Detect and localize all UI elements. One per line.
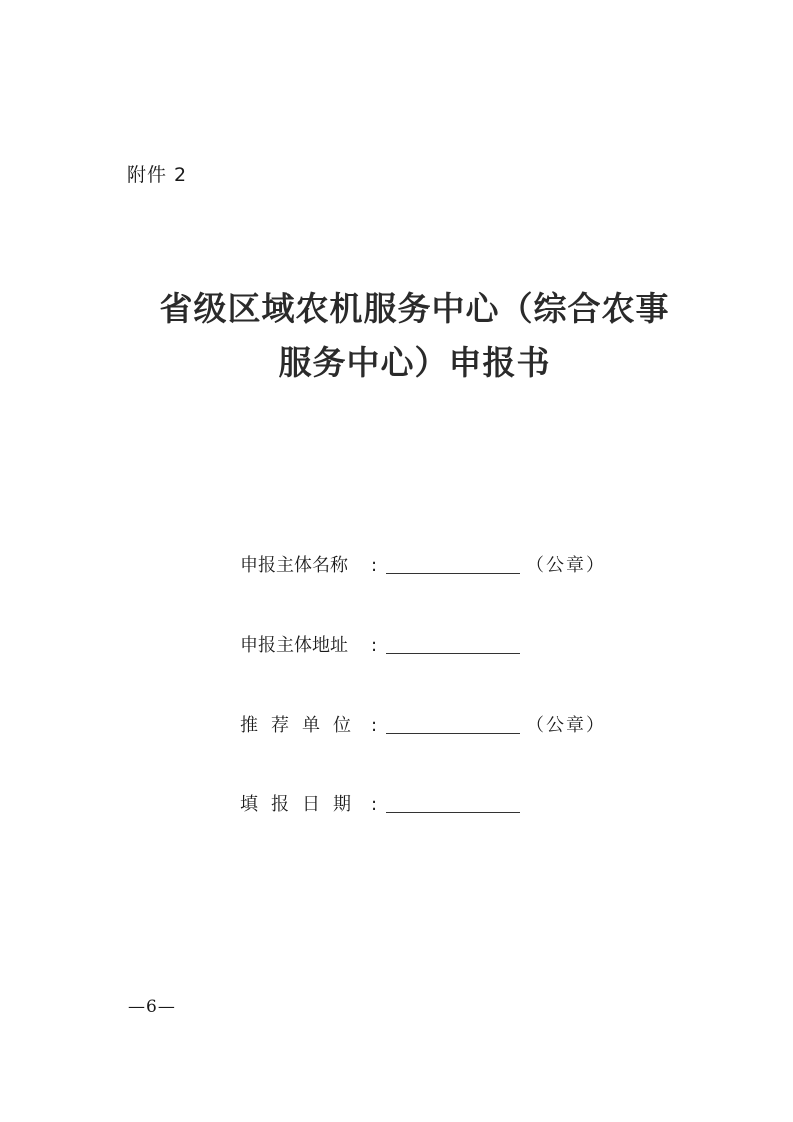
fill-date-label: 填报日期 [240, 794, 364, 815]
recommending-unit-label: 推荐单位 [240, 715, 364, 736]
recommending-unit-seal-note: （公章） [526, 715, 606, 736]
fill-date-blank-line [386, 812, 520, 813]
document-title-line-1: 省级区域农机服务中心（综合农事 [159, 289, 670, 328]
applicant-address-label: 申报主体地址 [240, 635, 348, 656]
fill-date-field [240, 792, 380, 818]
applicant-name-field [240, 553, 606, 579]
recommending-unit-blank-line [386, 733, 520, 734]
page-number: —6— [128, 997, 176, 1017]
recommending-unit-field [240, 713, 606, 739]
fill-date-colon: : [371, 794, 378, 815]
applicant-address-blank-line [386, 653, 520, 654]
applicant-name-blank-line [386, 573, 520, 574]
applicant-address-field [240, 633, 380, 659]
document-title-line-2: 服务中心）申报书 [278, 343, 551, 382]
recommending-unit-colon: : [371, 715, 378, 736]
applicant-name-colon: : [371, 555, 378, 576]
applicant-address-colon: : [371, 635, 378, 656]
applicant-name-seal-note: （公章） [526, 555, 606, 576]
attachment-label: 附件 2 [127, 164, 188, 186]
applicant-name-label: 申报主体名称 [240, 555, 348, 576]
